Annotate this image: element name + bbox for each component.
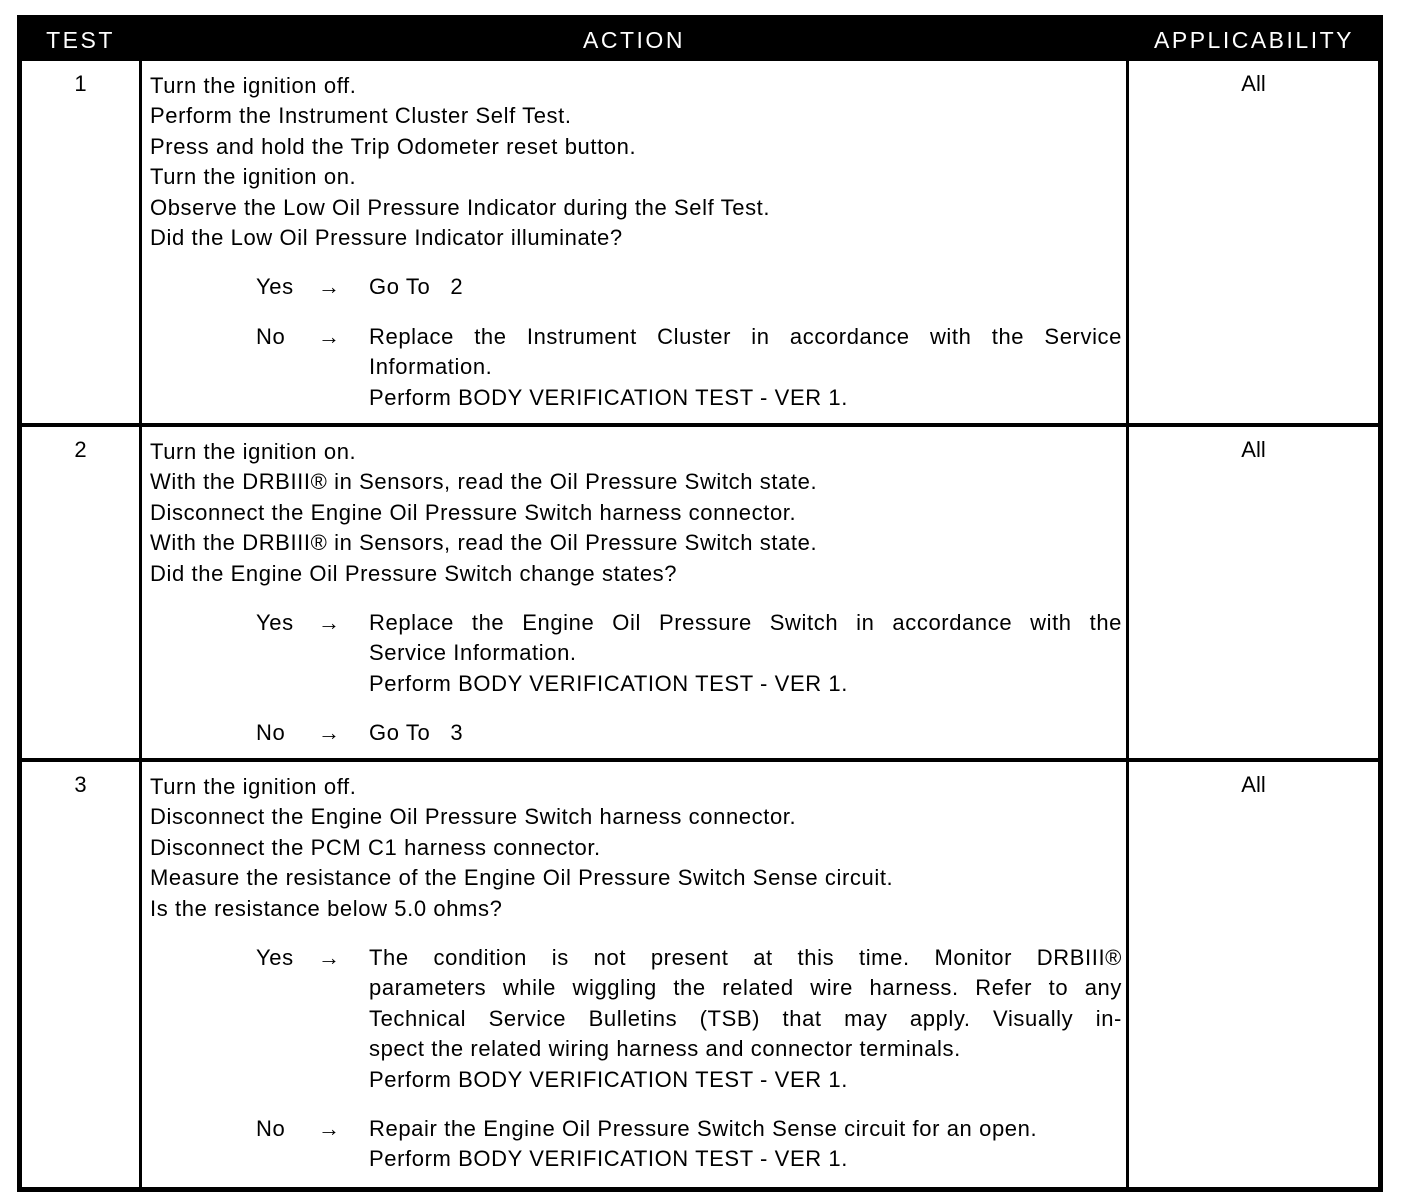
action-cell: [150, 437, 1122, 749]
action-step: Disconnect the PCM C1 harness connector.: [150, 834, 601, 860]
action-step: With the DRBIII® in Sensors, read the Oil Pressure Switch state.: [150, 530, 818, 556]
answer-text: parameters while wiggling the related wire harness. Refer to any: [369, 975, 1122, 1001]
answer-text: spect the related wiring harness and connector terminals.: [369, 1036, 961, 1062]
answer-text: Replace the Instrument Cluster in accordance with the Service: [369, 323, 1122, 349]
header-applicability: APPLICABILITY: [1154, 27, 1354, 53]
arrow-icon: →: [318, 1115, 341, 1141]
table-header: [22, 20, 1378, 61]
no-answer: [150, 718, 1122, 748]
action-cell: [150, 71, 1122, 413]
header-test: TEST: [46, 27, 115, 53]
action-step: With the DRBIII® in Sensors, read the Oil Pressure Switch state.: [150, 469, 818, 495]
answer-text: Service Information.: [369, 640, 577, 666]
answer-text: Perform BODY VERIFICATION TEST - VER 1.: [369, 1146, 848, 1172]
action-step: Turn the ignition on.: [150, 439, 357, 464]
no-label: No: [256, 720, 286, 746]
yes-answer: [150, 943, 1122, 1095]
yes-label: Yes: [256, 274, 294, 300]
action-step: Turn the ignition off.: [150, 73, 357, 98]
action-step: Perform the Instrument Cluster Self Test.: [150, 103, 572, 129]
action-step: Disconnect the Engine Oil Pressure Switch harness connector.: [150, 499, 797, 525]
action-step: Observe the Low Oil Pressure Indicator during the Self Test.: [150, 194, 771, 220]
action-step: Measure the resistance of the Engine Oil Pressure Switch Sense circuit.: [150, 865, 894, 891]
applicability-value: All: [1241, 71, 1266, 96]
yes-answer: [150, 272, 1122, 302]
no-label: No: [256, 1115, 286, 1141]
action-step: Did the Low Oil Pressure Indicator illuminate?: [150, 224, 623, 250]
row-divider: [22, 423, 1378, 427]
column-divider: [139, 61, 142, 1187]
applicability-value: All: [1241, 437, 1266, 462]
arrow-icon: →: [318, 944, 341, 970]
answer-text: Replace the Engine Oil Pressure Switch in accordance with the: [369, 609, 1122, 635]
yes-label: Yes: [256, 609, 294, 635]
row-divider: [22, 758, 1378, 762]
test-number: 2: [74, 437, 87, 462]
answer-text: Perform BODY VERIFICATION TEST - VER 1.: [369, 384, 848, 410]
action-step: Disconnect the Engine Oil Pressure Switch harness connector.: [150, 804, 797, 830]
arrow-icon: →: [318, 720, 341, 746]
answer-text: The condition is not present at this time. Monitor DRBIII®: [369, 944, 1122, 970]
diagnostic-table: [17, 15, 1383, 1192]
column-divider: [1126, 61, 1129, 1187]
answer-text: Perform BODY VERIFICATION TEST - VER 1.: [369, 670, 848, 696]
action-step: Turn the ignition on.: [150, 164, 357, 190]
arrow-icon: →: [318, 609, 341, 635]
no-label: No: [256, 323, 286, 349]
yes-label: Yes: [256, 944, 294, 970]
answer-text: Go To 3: [369, 720, 464, 746]
answer-text: Technical Service Bulletins (TSB) that may apply. Visually in-: [369, 1005, 1122, 1031]
arrow-icon: →: [318, 274, 341, 300]
test-number: 3: [74, 772, 87, 797]
answer-text: Perform BODY VERIFICATION TEST - VER 1.: [369, 1066, 848, 1092]
answer-text: Repair the Engine Oil Pressure Switch Sense circuit for an open.: [369, 1115, 1038, 1141]
action-cell: [150, 772, 1122, 1175]
action-step: Did the Engine Oil Pressure Switch change states?: [150, 560, 678, 586]
yes-answer: [150, 608, 1122, 699]
action-step: Press and hold the Trip Odometer reset button.: [150, 133, 637, 159]
action-step: Turn the ignition off.: [150, 774, 357, 799]
applicability-value: All: [1241, 772, 1266, 797]
arrow-icon: →: [318, 323, 341, 349]
answer-text: Go To 2: [369, 274, 464, 300]
answer-text: Information.: [369, 354, 493, 380]
no-answer: [150, 322, 1122, 413]
header-action: ACTION: [583, 27, 685, 53]
test-number: 1: [74, 71, 87, 96]
action-step: Is the resistance below 5.0 ohms?: [150, 895, 503, 921]
no-answer: [150, 1114, 1122, 1175]
